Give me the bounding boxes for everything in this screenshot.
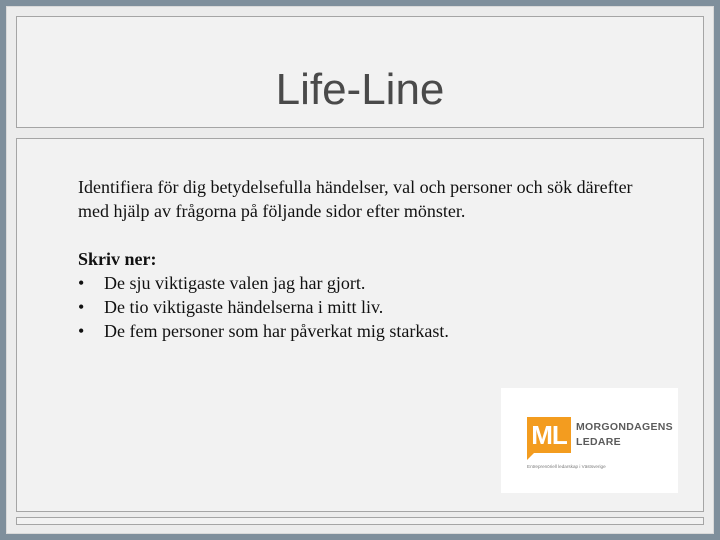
list-item-text: De fem personer som har påverkat mig starkast.: [104, 321, 449, 341]
intro-paragraph: Identifiera för dig betydelsefulla händelser, val och personer och sök därefter med hjälp av frågorna på följande sidor efter mönster.: [78, 177, 633, 221]
logo-tagline: Entreprenöriell ledarskap i Västsverige: [527, 464, 606, 469]
bullet-icon: •: [78, 297, 85, 317]
body-text: [78, 175, 658, 343]
list-item-text: De tio viktigaste händelserna i mitt liv.: [104, 297, 384, 317]
list-item: [78, 295, 658, 319]
list-heading: Skriv ner:: [78, 249, 157, 269]
logo-name-line1: MORGONDAGENS: [576, 421, 673, 433]
list-item: [78, 319, 658, 343]
logo-name-line2: LEDARE: [576, 436, 621, 448]
footer-bar: [16, 517, 704, 525]
bullet-icon: •: [78, 273, 85, 293]
title-placeholder: [16, 16, 704, 128]
speech-tail-icon: [527, 452, 535, 460]
list-item-text: De sju viktigaste valen jag har gjort.: [104, 273, 366, 293]
bullet-icon: •: [78, 321, 85, 341]
slide-title: Life-Line: [275, 65, 445, 114]
list-item: [78, 271, 658, 295]
organization-logo: [501, 388, 678, 493]
logo-mark: ML: [527, 417, 571, 453]
bullet-list: [78, 271, 658, 343]
